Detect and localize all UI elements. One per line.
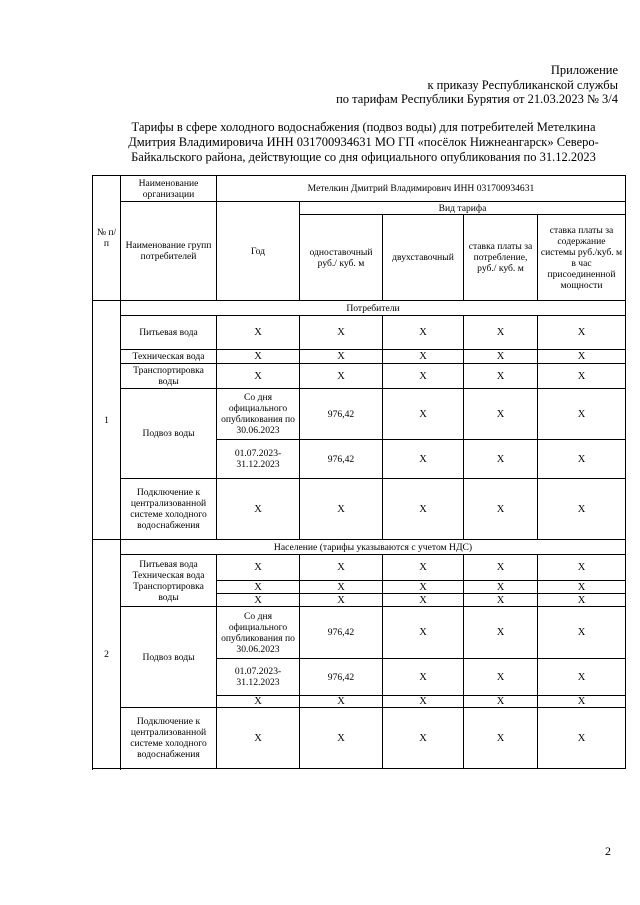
header-consumption-rate: ставка платы за потребление, руб./ куб. м	[464, 215, 538, 301]
header-two-rate: двухставочный	[383, 215, 464, 301]
cell-mark: X	[538, 607, 626, 659]
title-line: Тарифы в сфере холодного водоснабжения (подвоз воды) для потребителей Метелкина	[131, 120, 596, 134]
cell-mark: X	[383, 607, 464, 659]
cell-mark: X	[383, 581, 464, 594]
section1-title: Потребители	[121, 301, 626, 316]
cell-mark: X	[383, 479, 464, 540]
section2-title: Население (тарифы указываются с учетом НДС)	[121, 540, 626, 555]
cell-mark: X	[300, 316, 383, 350]
header-org-label: Наименование организации	[121, 176, 217, 202]
cell-mark: X	[300, 479, 383, 540]
row-label: Техническая вода	[121, 350, 217, 364]
table-row	[93, 607, 626, 659]
cell-mark: X	[217, 350, 300, 364]
cell-mark: X	[464, 659, 538, 696]
period-cell: Со дня официального опубликования по 30.06.2023	[217, 389, 300, 440]
header-tariff-type: Вид тарифа	[300, 202, 626, 215]
period-cell: 01.07.2023-31.12.2023	[217, 440, 300, 479]
cell-mark: X	[464, 479, 538, 540]
cell-mark: X	[464, 581, 538, 594]
row-label: Питьевая вода Техническая вода Транспортировка воды	[121, 555, 217, 607]
header-maintenance-rate: ставка платы за содержание системы руб./куб. м в час присоединенной мощности	[538, 215, 626, 301]
cell-mark: X	[464, 389, 538, 440]
cell-mark: X	[383, 440, 464, 479]
cell-mark: X	[383, 350, 464, 364]
header-year: Год	[217, 202, 300, 301]
table-row	[93, 479, 626, 540]
cell-mark: X	[464, 594, 538, 607]
table-row	[93, 350, 626, 364]
cell-mark: X	[383, 389, 464, 440]
appendix-line: Приложение	[550, 63, 618, 77]
cell-mark: X	[217, 316, 300, 350]
row-label: Питьевая вода	[121, 316, 217, 350]
tariff-value: 976,42	[300, 607, 383, 659]
row-label: Подвоз воды	[121, 389, 217, 479]
cell-mark: X	[217, 479, 300, 540]
cell-mark: X	[383, 594, 464, 607]
cell-mark: X	[300, 708, 383, 769]
cell-mark: X	[538, 594, 626, 607]
header-consumer-groups: Наименование групп потребителей	[121, 202, 217, 301]
cell-mark: X	[217, 696, 300, 708]
table-row	[93, 708, 626, 769]
cell-mark: X	[217, 581, 300, 594]
row-label: Подвоз воды	[121, 607, 217, 708]
appendix-line: по тарифам Республики Бурятия от 21.03.2023 № 3/4	[336, 92, 618, 106]
table-row	[93, 316, 626, 350]
cell-mark: X	[464, 696, 538, 708]
cell-mark: X	[538, 350, 626, 364]
cell-mark: X	[383, 316, 464, 350]
row-label: Подключение к централизованной системе холодного водоснабжения	[121, 479, 217, 540]
cell-mark: X	[464, 440, 538, 479]
cell-mark: X	[464, 316, 538, 350]
cell-mark: X	[464, 350, 538, 364]
page-number: 2	[605, 844, 611, 858]
cell-mark: X	[383, 364, 464, 389]
cell-mark: X	[538, 364, 626, 389]
cell-mark: X	[538, 555, 626, 581]
cell-mark: X	[217, 555, 300, 581]
cell-mark: X	[383, 708, 464, 769]
cell-mark: X	[538, 581, 626, 594]
cell-mark: X	[538, 659, 626, 696]
cell-mark: X	[538, 440, 626, 479]
tariff-value: 976,42	[300, 440, 383, 479]
row-label: Подключение к централизованной системе холодного водоснабжения	[121, 708, 217, 769]
cell-mark: X	[464, 708, 538, 769]
cell-mark: X	[464, 555, 538, 581]
section1-number: 1	[93, 301, 121, 540]
title-line: Дмитрия Владимировича ИНН 031700934631 МО ГП «посёлок Нижнеангарск» Северо-	[128, 135, 599, 149]
cell-mark: X	[538, 708, 626, 769]
cell-mark: X	[383, 555, 464, 581]
cell-mark: X	[538, 389, 626, 440]
cell-mark: X	[300, 696, 383, 708]
cell-mark: X	[300, 594, 383, 607]
cell-mark: X	[300, 350, 383, 364]
tariff-value: 976,42	[300, 659, 383, 696]
cell-mark: X	[217, 708, 300, 769]
row-label: Транспортировка воды	[121, 364, 217, 389]
header-single-rate: одноставочный руб./ куб. м	[300, 215, 383, 301]
title-line: Байкальского района, действующие со дня официального опубликования по 31.12.2023	[131, 150, 596, 164]
document-title	[115, 120, 612, 165]
period-cell: 01.07.2023-31.12.2023	[217, 659, 300, 696]
table-row	[93, 389, 626, 440]
table-row	[93, 555, 626, 581]
cell-mark: X	[383, 659, 464, 696]
tariff-value: 976,42	[300, 389, 383, 440]
header-number: № п/п	[93, 176, 121, 301]
tariff-table	[92, 175, 626, 769]
period-cell: Со дня официального опубликования по 30.06.2023	[217, 607, 300, 659]
cell-mark: X	[464, 364, 538, 389]
cell-mark: X	[538, 696, 626, 708]
appendix-line: к приказу Республиканской службы	[427, 77, 618, 92]
table-row	[93, 364, 626, 389]
cell-mark: X	[300, 364, 383, 389]
cell-mark: X	[464, 607, 538, 659]
cell-mark: X	[300, 581, 383, 594]
section2-number: 2	[93, 540, 121, 769]
cell-mark: X	[300, 555, 383, 581]
cell-mark: X	[217, 364, 300, 389]
header-org-value: Метелкин Дмитрий Владимирович ИНН 031700934631	[217, 176, 626, 202]
cell-mark: X	[538, 316, 626, 350]
cell-mark: X	[383, 696, 464, 708]
cell-mark: X	[217, 594, 300, 607]
appendix-header	[198, 63, 618, 107]
cell-mark: X	[538, 479, 626, 540]
